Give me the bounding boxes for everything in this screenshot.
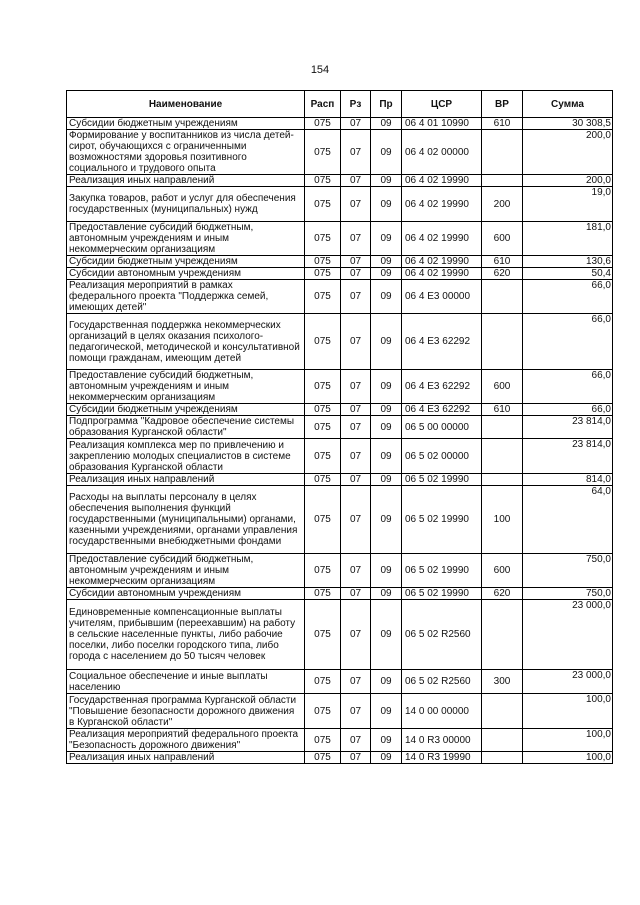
cell-vr: 100 xyxy=(482,486,523,554)
cell-name: Государственная программа Курганской области "Повышение безопасности дорожного движения в Курганской области" xyxy=(67,694,305,729)
cell-sum: 19,0 xyxy=(523,187,613,222)
cell-csr: 06 5 02 00000 xyxy=(402,439,482,474)
cell-pr: 09 xyxy=(371,404,402,416)
cell-vr xyxy=(482,130,523,175)
cell-pr: 09 xyxy=(371,729,402,752)
cell-vr xyxy=(482,474,523,486)
table-row xyxy=(67,554,613,588)
cell-pr: 09 xyxy=(371,694,402,729)
header-rz: Рз xyxy=(341,91,371,118)
cell-sum: 30 308,5 xyxy=(523,118,613,130)
cell-rz: 07 xyxy=(341,280,371,314)
cell-vr xyxy=(482,314,523,370)
table-row xyxy=(67,256,613,268)
table-row xyxy=(67,600,613,670)
cell-rz: 07 xyxy=(341,752,371,764)
table-row xyxy=(67,222,613,256)
cell-name: Реализация иных направлений xyxy=(67,752,305,764)
cell-rasp: 075 xyxy=(305,729,341,752)
cell-pr: 09 xyxy=(371,222,402,256)
cell-name: Подпрограмма "Кадровое обеспечение системы образования Курганской области" xyxy=(67,416,305,439)
cell-rz: 07 xyxy=(341,694,371,729)
cell-rz: 07 xyxy=(341,268,371,280)
cell-rasp: 075 xyxy=(305,752,341,764)
cell-name: Предоставление субсидий бюджетным, автономным учреждениям и иным некоммерческим организациям xyxy=(67,222,305,256)
cell-sum: 100,0 xyxy=(523,752,613,764)
cell-sum: 23 814,0 xyxy=(523,416,613,439)
cell-sum: 66,0 xyxy=(523,370,613,404)
cell-vr: 300 xyxy=(482,670,523,694)
cell-sum: 100,0 xyxy=(523,729,613,752)
cell-rasp: 075 xyxy=(305,222,341,256)
cell-vr xyxy=(482,416,523,439)
cell-pr: 09 xyxy=(371,118,402,130)
cell-sum: 66,0 xyxy=(523,404,613,416)
cell-rz: 07 xyxy=(341,554,371,588)
cell-csr: 06 4 E3 62292 xyxy=(402,404,482,416)
cell-name: Формирование у воспитанников из числа детей-сирот, обучающихся с ограниченными возможностями здоровья позитивного социального и трудового опыта xyxy=(67,130,305,175)
cell-csr: 06 4 02 19990 xyxy=(402,256,482,268)
cell-rz: 07 xyxy=(341,175,371,187)
cell-sum: 814,0 xyxy=(523,474,613,486)
cell-pr: 09 xyxy=(371,187,402,222)
table-row xyxy=(67,752,613,764)
table-row xyxy=(67,729,613,752)
cell-sum: 750,0 xyxy=(523,588,613,600)
header-pr: Пр xyxy=(371,91,402,118)
table-row xyxy=(67,404,613,416)
cell-name: Закупка товаров, работ и услуг для обеспечения государственных (муниципальных) нужд xyxy=(67,187,305,222)
cell-pr: 09 xyxy=(371,256,402,268)
table-row xyxy=(67,439,613,474)
cell-rasp: 075 xyxy=(305,404,341,416)
table-row xyxy=(67,187,613,222)
cell-rasp: 075 xyxy=(305,474,341,486)
cell-sum: 130,6 xyxy=(523,256,613,268)
cell-rz: 07 xyxy=(341,314,371,370)
header-name: Наименование xyxy=(67,91,305,118)
cell-csr: 06 4 02 19990 xyxy=(402,187,482,222)
cell-csr: 06 4 01 10990 xyxy=(402,118,482,130)
cell-pr: 09 xyxy=(371,175,402,187)
cell-rasp: 075 xyxy=(305,439,341,474)
table-row xyxy=(67,130,613,175)
table-header-row xyxy=(67,91,613,118)
cell-pr: 09 xyxy=(371,486,402,554)
cell-rz: 07 xyxy=(341,439,371,474)
cell-csr: 06 5 02 19990 xyxy=(402,588,482,600)
cell-rasp: 075 xyxy=(305,130,341,175)
cell-vr xyxy=(482,729,523,752)
cell-name: Реализация комплекса мер по привлечению и закреплению молодых специалистов в системе образования Курганской области xyxy=(67,439,305,474)
cell-vr xyxy=(482,280,523,314)
cell-rasp: 075 xyxy=(305,187,341,222)
cell-name: Субсидии автономным учреждениям xyxy=(67,268,305,280)
cell-sum: 64,0 xyxy=(523,486,613,554)
table-row xyxy=(67,280,613,314)
cell-name: Социальное обеспечение и иные выплаты населению xyxy=(67,670,305,694)
cell-name: Единовременные компенсационные выплаты учителям, прибывшим (переехавшим) на работу в сельские населенные пункты, либо рабочие поселки, либо поселки городского типа, либо города с населением до 50 тысяч человек xyxy=(67,600,305,670)
cell-csr: 06 4 02 00000 xyxy=(402,130,482,175)
table-body xyxy=(67,118,613,764)
cell-rz: 07 xyxy=(341,404,371,416)
cell-pr: 09 xyxy=(371,416,402,439)
cell-sum: 200,0 xyxy=(523,130,613,175)
cell-pr: 09 xyxy=(371,474,402,486)
table-row xyxy=(67,474,613,486)
cell-name: Предоставление субсидий бюджетным, автономным учреждениям и иным некоммерческим организациям xyxy=(67,554,305,588)
cell-name: Реализация иных направлений xyxy=(67,175,305,187)
cell-vr: 600 xyxy=(482,554,523,588)
cell-rasp: 075 xyxy=(305,416,341,439)
cell-csr: 06 4 E3 00000 xyxy=(402,280,482,314)
cell-csr: 06 5 02 R2560 xyxy=(402,600,482,670)
cell-rz: 07 xyxy=(341,729,371,752)
cell-rz: 07 xyxy=(341,222,371,256)
cell-pr: 09 xyxy=(371,268,402,280)
cell-sum: 50,4 xyxy=(523,268,613,280)
cell-rasp: 075 xyxy=(305,588,341,600)
cell-rasp: 075 xyxy=(305,268,341,280)
cell-rasp: 075 xyxy=(305,280,341,314)
cell-pr: 09 xyxy=(371,600,402,670)
cell-name: Субсидии бюджетным учреждениям xyxy=(67,118,305,130)
cell-rz: 07 xyxy=(341,187,371,222)
cell-sum: 181,0 xyxy=(523,222,613,256)
cell-name: Реализация иных направлений xyxy=(67,474,305,486)
cell-pr: 09 xyxy=(371,554,402,588)
cell-name: Расходы на выплаты персоналу в целях обеспечения выполнения функций государственными (муниципальными) органами, казенными учреждениями, органами управления государственными внебюджетными фондами xyxy=(67,486,305,554)
header-sum: Сумма xyxy=(523,91,613,118)
cell-csr: 06 4 02 19990 xyxy=(402,175,482,187)
cell-csr: 06 5 02 19990 xyxy=(402,554,482,588)
cell-rasp: 075 xyxy=(305,118,341,130)
cell-csr: 06 4 E3 62292 xyxy=(402,370,482,404)
cell-rz: 07 xyxy=(341,118,371,130)
table-row xyxy=(67,175,613,187)
cell-name: Реализация мероприятий федерального проекта "Безопасность дорожного движения" xyxy=(67,729,305,752)
budget-table xyxy=(66,90,613,764)
cell-vr: 600 xyxy=(482,370,523,404)
table-row xyxy=(67,486,613,554)
cell-vr: 610 xyxy=(482,118,523,130)
cell-vr xyxy=(482,752,523,764)
cell-vr: 620 xyxy=(482,268,523,280)
header-vr: ВР xyxy=(482,91,523,118)
cell-sum: 23 000,0 xyxy=(523,670,613,694)
cell-vr: 600 xyxy=(482,222,523,256)
cell-name: Субсидии бюджетным учреждениям xyxy=(67,256,305,268)
cell-rasp: 075 xyxy=(305,600,341,670)
table-row xyxy=(67,268,613,280)
cell-csr: 06 4 02 19990 xyxy=(402,222,482,256)
cell-sum: 23 814,0 xyxy=(523,439,613,474)
cell-rasp: 075 xyxy=(305,370,341,404)
cell-rasp: 075 xyxy=(305,694,341,729)
cell-sum: 66,0 xyxy=(523,280,613,314)
cell-csr: 06 4 02 19990 xyxy=(402,268,482,280)
cell-csr: 06 4 E3 62292 xyxy=(402,314,482,370)
cell-vr: 200 xyxy=(482,187,523,222)
cell-vr xyxy=(482,175,523,187)
cell-rz: 07 xyxy=(341,370,371,404)
cell-rz: 07 xyxy=(341,600,371,670)
cell-csr: 14 0 R3 19990 xyxy=(402,752,482,764)
cell-pr: 09 xyxy=(371,130,402,175)
cell-vr xyxy=(482,439,523,474)
table-row xyxy=(67,670,613,694)
cell-csr: 14 0 00 00000 xyxy=(402,694,482,729)
table-row xyxy=(67,314,613,370)
cell-pr: 09 xyxy=(371,670,402,694)
cell-name: Реализация мероприятий в рамках федерального проекта "Поддержка семей, имеющих детей" xyxy=(67,280,305,314)
cell-vr xyxy=(482,694,523,729)
cell-pr: 09 xyxy=(371,752,402,764)
cell-rasp: 075 xyxy=(305,670,341,694)
cell-sum: 100,0 xyxy=(523,694,613,729)
table-row xyxy=(67,694,613,729)
cell-csr: 06 5 02 19990 xyxy=(402,474,482,486)
cell-rasp: 075 xyxy=(305,314,341,370)
cell-name: Субсидии автономным учреждениям xyxy=(67,588,305,600)
cell-sum: 750,0 xyxy=(523,554,613,588)
cell-rz: 07 xyxy=(341,256,371,268)
cell-rz: 07 xyxy=(341,130,371,175)
cell-csr: 06 5 02 19990 xyxy=(402,486,482,554)
cell-name: Субсидии бюджетным учреждениям xyxy=(67,404,305,416)
cell-vr: 610 xyxy=(482,256,523,268)
cell-rz: 07 xyxy=(341,474,371,486)
cell-name: Государственная поддержка некоммерческих организаций в целях оказания психолого-педагогической, методической и консультативной помощи гражданам, имеющим детей xyxy=(67,314,305,370)
cell-pr: 09 xyxy=(371,439,402,474)
cell-rz: 07 xyxy=(341,670,371,694)
cell-pr: 09 xyxy=(371,370,402,404)
cell-sum: 23 000,0 xyxy=(523,600,613,670)
cell-rasp: 075 xyxy=(305,486,341,554)
cell-rz: 07 xyxy=(341,588,371,600)
cell-vr: 610 xyxy=(482,404,523,416)
cell-csr: 14 0 R3 00000 xyxy=(402,729,482,752)
cell-sum: 66,0 xyxy=(523,314,613,370)
cell-pr: 09 xyxy=(371,280,402,314)
cell-sum: 200,0 xyxy=(523,175,613,187)
cell-csr: 06 5 00 00000 xyxy=(402,416,482,439)
cell-rz: 07 xyxy=(341,486,371,554)
cell-vr xyxy=(482,600,523,670)
table-row xyxy=(67,370,613,404)
page-number: 154 xyxy=(310,64,330,76)
cell-rasp: 075 xyxy=(305,256,341,268)
cell-vr: 620 xyxy=(482,588,523,600)
cell-pr: 09 xyxy=(371,314,402,370)
cell-csr: 06 5 02 R2560 xyxy=(402,670,482,694)
header-csr: ЦСР xyxy=(402,91,482,118)
cell-rasp: 075 xyxy=(305,175,341,187)
cell-name: Предоставление субсидий бюджетным, автономным учреждениям и иным некоммерческим организациям xyxy=(67,370,305,404)
header-rasp: Расп xyxy=(305,91,341,118)
cell-rz: 07 xyxy=(341,416,371,439)
table-row xyxy=(67,416,613,439)
table-row xyxy=(67,588,613,600)
table-row xyxy=(67,118,613,130)
cell-pr: 09 xyxy=(371,588,402,600)
cell-rasp: 075 xyxy=(305,554,341,588)
